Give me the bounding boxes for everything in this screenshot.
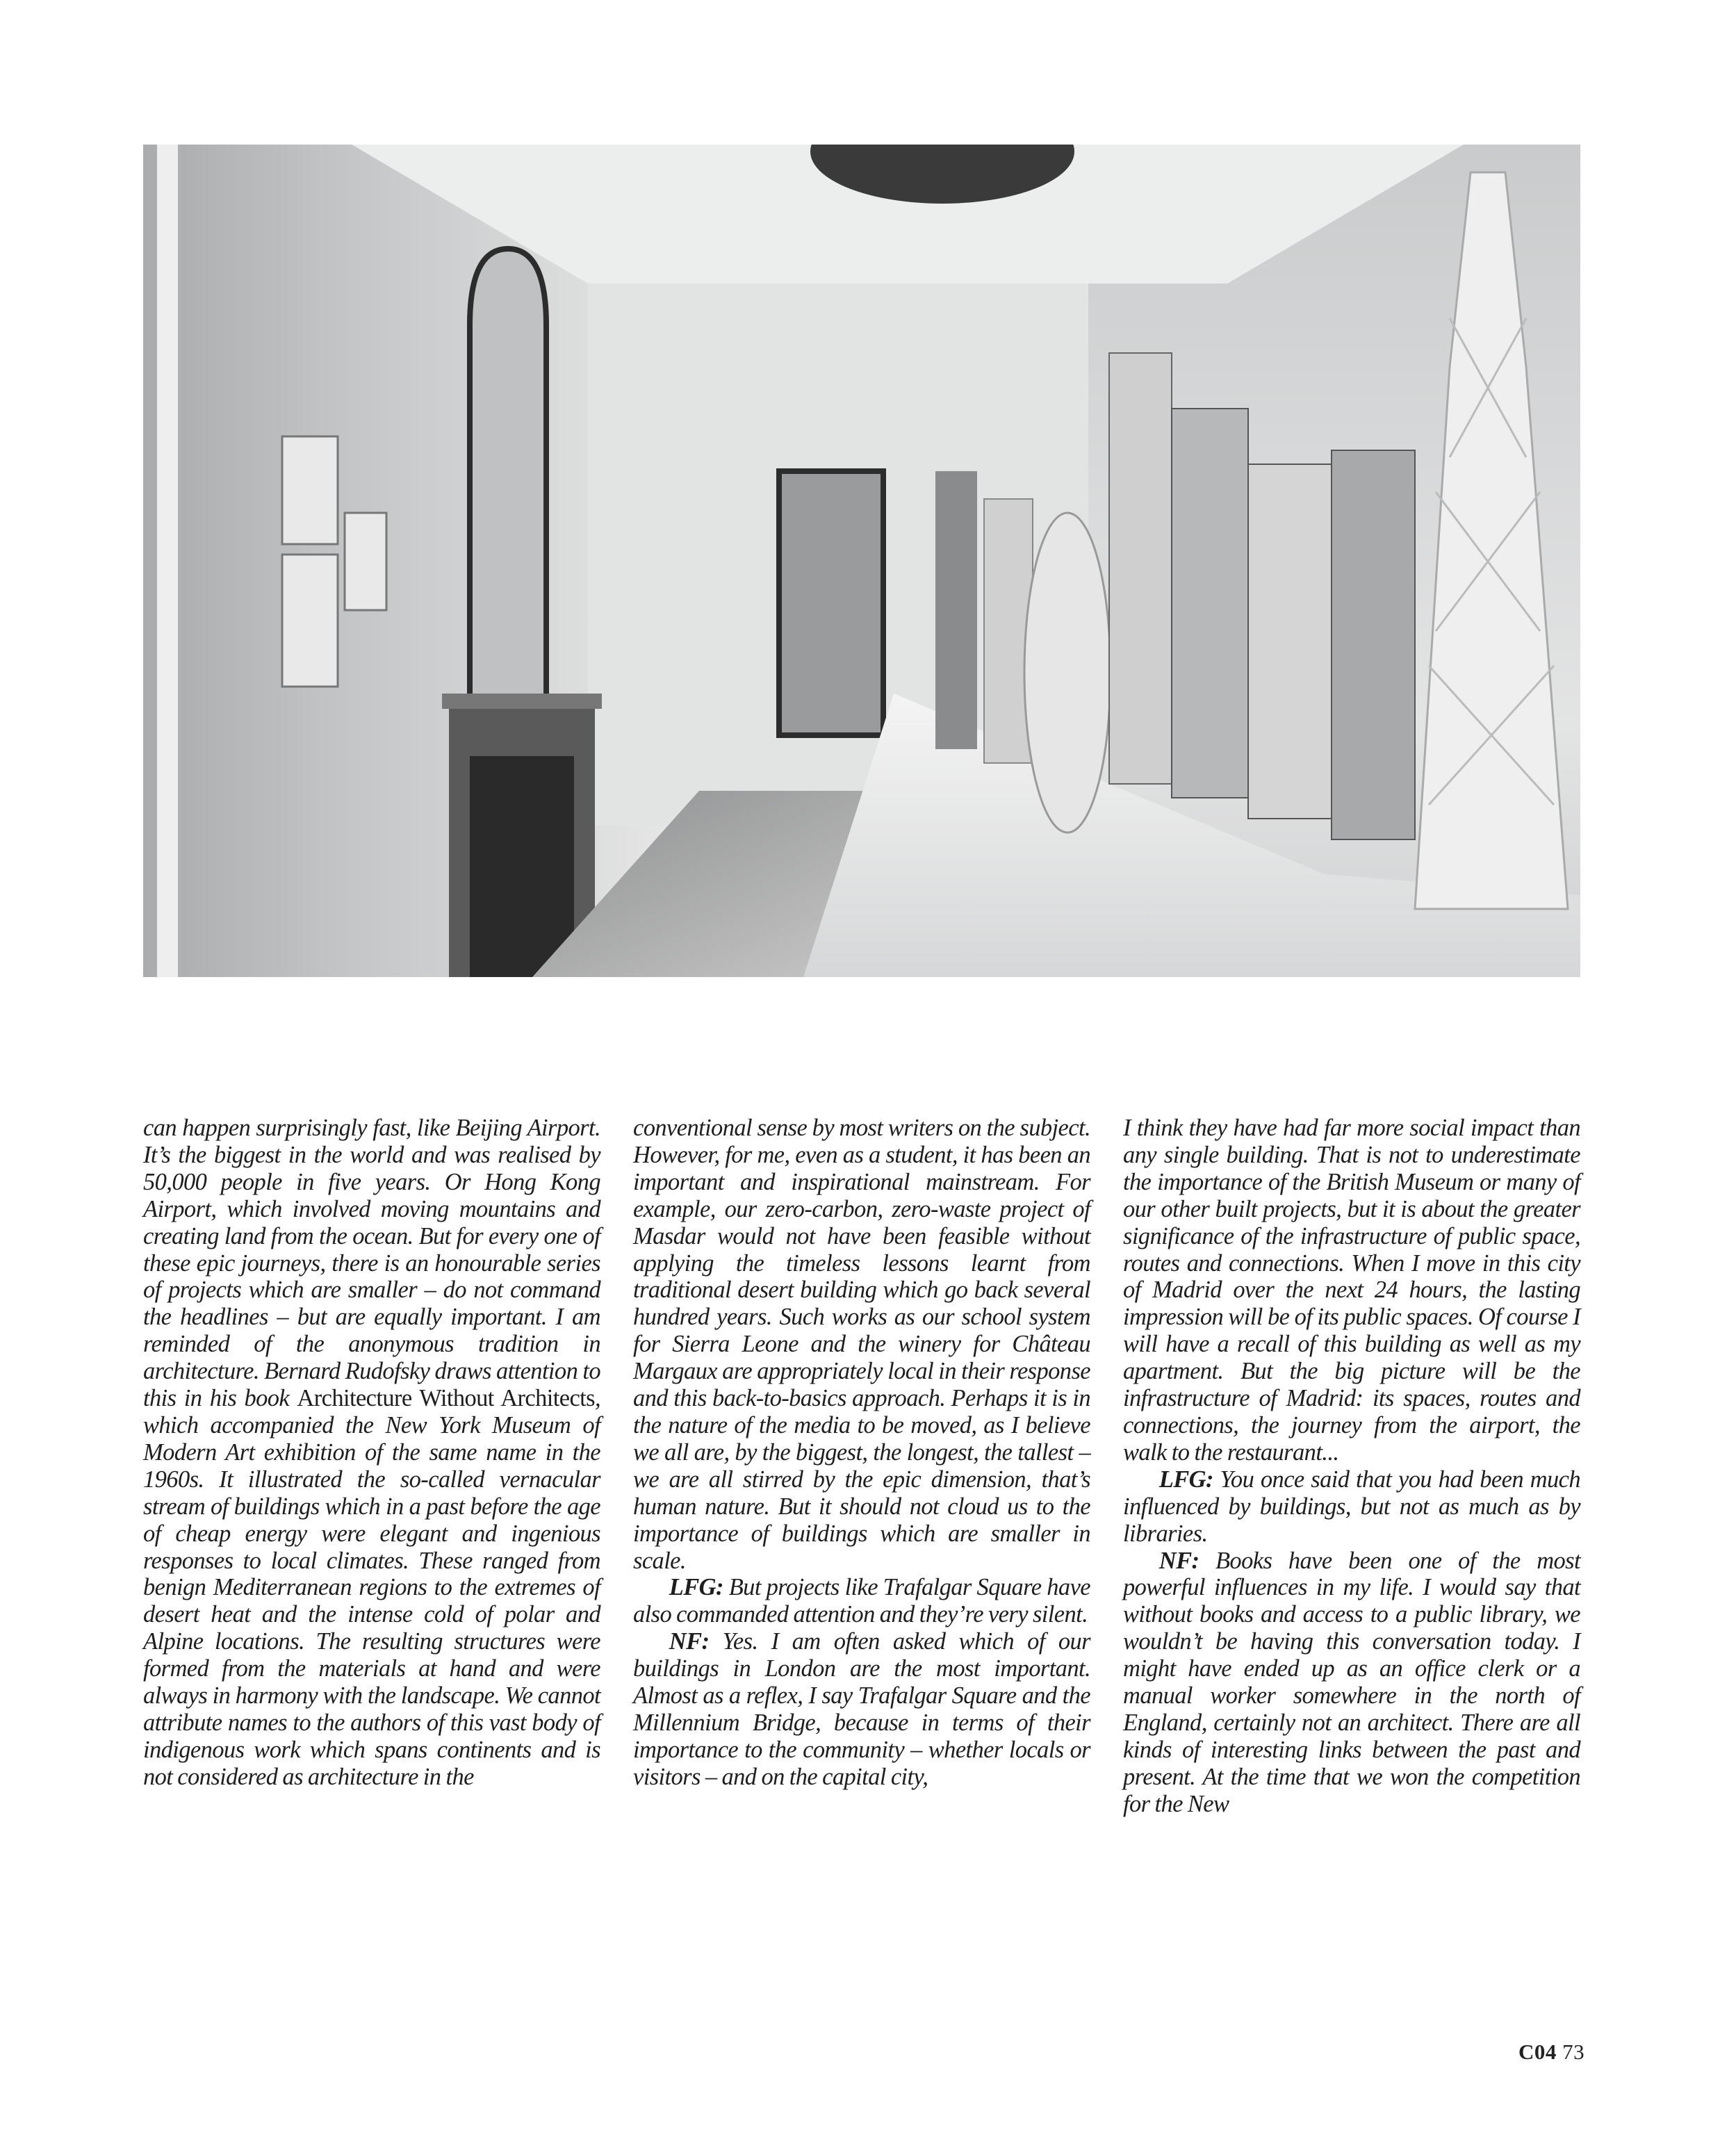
exhibition-photo: [143, 145, 1580, 977]
body-text: You once said that you had been much influenced by buildings, but not as much as by libraries.: [1123, 1466, 1580, 1547]
speaker-label: LFG:: [669, 1574, 723, 1601]
paragraph: [633, 1115, 1090, 1574]
photo-illustration: [143, 145, 1580, 977]
body-text: Yes. I am often asked which of our buildings in London are the most important. Almost as a reflex, I say Trafalgar Square and the Millennium Bridge, because in terms of their importance to the community – whether locals or visitors – and on the capital city,: [633, 1628, 1090, 1790]
paragraph: [633, 1574, 1090, 1628]
speaker-label: NF:: [1158, 1547, 1199, 1574]
body-text: But projects like Trafalgar Square have also commanded attention and they’re very silent.: [633, 1574, 1090, 1628]
column-3: [1123, 1115, 1580, 1818]
body-text: I think they have had far more social impact than any single building. That is not to underestimate the importance of the British Museum or many of our other built projects, but it is about the greater significance of the infrastructure of public space, routes and connections. When I move in this city of Madrid over the next 24 hours, the lasting impression will be of its public spaces. Of course I will have a recall of this building as well as my apartment. But the big picture will be the infrastructure of Madrid: its spaces, routes and connections, the journey from the airport, the walk to the restaurant...: [1123, 1115, 1580, 1466]
body-text: , which accompanied the New York Museum of Modern Art exhibition of the same name in the 1960s. It illustrated the so-called vernacular stream of buildings which in a past before the age of cheap energy were elegant and ingenious responses to local climates. These ranged from benign Mediterranean regions to the extremes of desert heat and the intense cold of polar and Alpine locations. The resulting structures were formed from the materials at hand and were always in harmony with the landscape. We cannot attribute names to the authors of this vast body of indigenous work which spans continents and is not considered as architecture in the: [143, 1385, 600, 1790]
page-folio: [1518, 2040, 1584, 2065]
body-text: can happen surprisingly fast, like Beijing Airport. It’s the biggest in the world and was realised by 50,000 people in five years. Or Hong Kong Airport, which involved moving mountains and creating land from the ocean. But for every one of these epic journeys, there is an honourable series of projects which are smaller – do not command the headlines – but are equally important. I am reminded of the anonymous tradition in architecture. Bernard Rudofsky draws attention to this in his book: [143, 1115, 600, 1412]
column-1: [143, 1115, 600, 1818]
paragraph: [1123, 1115, 1580, 1466]
paragraph: [633, 1628, 1090, 1790]
section-label: C04: [1518, 2040, 1557, 2064]
book-title: Architecture Without Architects: [297, 1385, 595, 1412]
page-number: 73: [1562, 2040, 1585, 2064]
paragraph: [1123, 1548, 1580, 1818]
body-text: conventional sense by most writers on the subject. However, for me, even as a student, it has been an important and inspirational mainstream. For example, our zero-carbon, zero-waste project of Masdar would not have been feasible without applying the timeless lessons learnt from traditional desert building which go back several hundred years. Such works as our school system for Sierra Leone and the winery for Château Margaux are appropriately local in their response and this back-to-basics approach. Perhaps it is in the nature of the media to be moved, as I believe we all are, by the biggest, the longest, the tallest – we are all stirred by the epic dimension, that’s human nature. But it should not cloud us to the importance of buildings which are smaller in scale.: [633, 1115, 1090, 1574]
paragraph: [143, 1115, 600, 1791]
body-text: Books have been one of the most powerful influences in my life. I would say that without books and access to a public library, we wouldn’t be having this conversation today. I might have ended up as an office clerk or a manual worker somewhere in the north of England, certainly not an architect. There are all kinds of interesting links between the past and present. At the time that we won the competition for the New: [1123, 1547, 1580, 1817]
speaker-label: LFG:: [1158, 1466, 1213, 1493]
speaker-label: NF:: [669, 1628, 710, 1655]
article-body: [143, 1115, 1580, 1818]
column-2: [633, 1115, 1090, 1818]
paragraph: [1123, 1466, 1580, 1548]
